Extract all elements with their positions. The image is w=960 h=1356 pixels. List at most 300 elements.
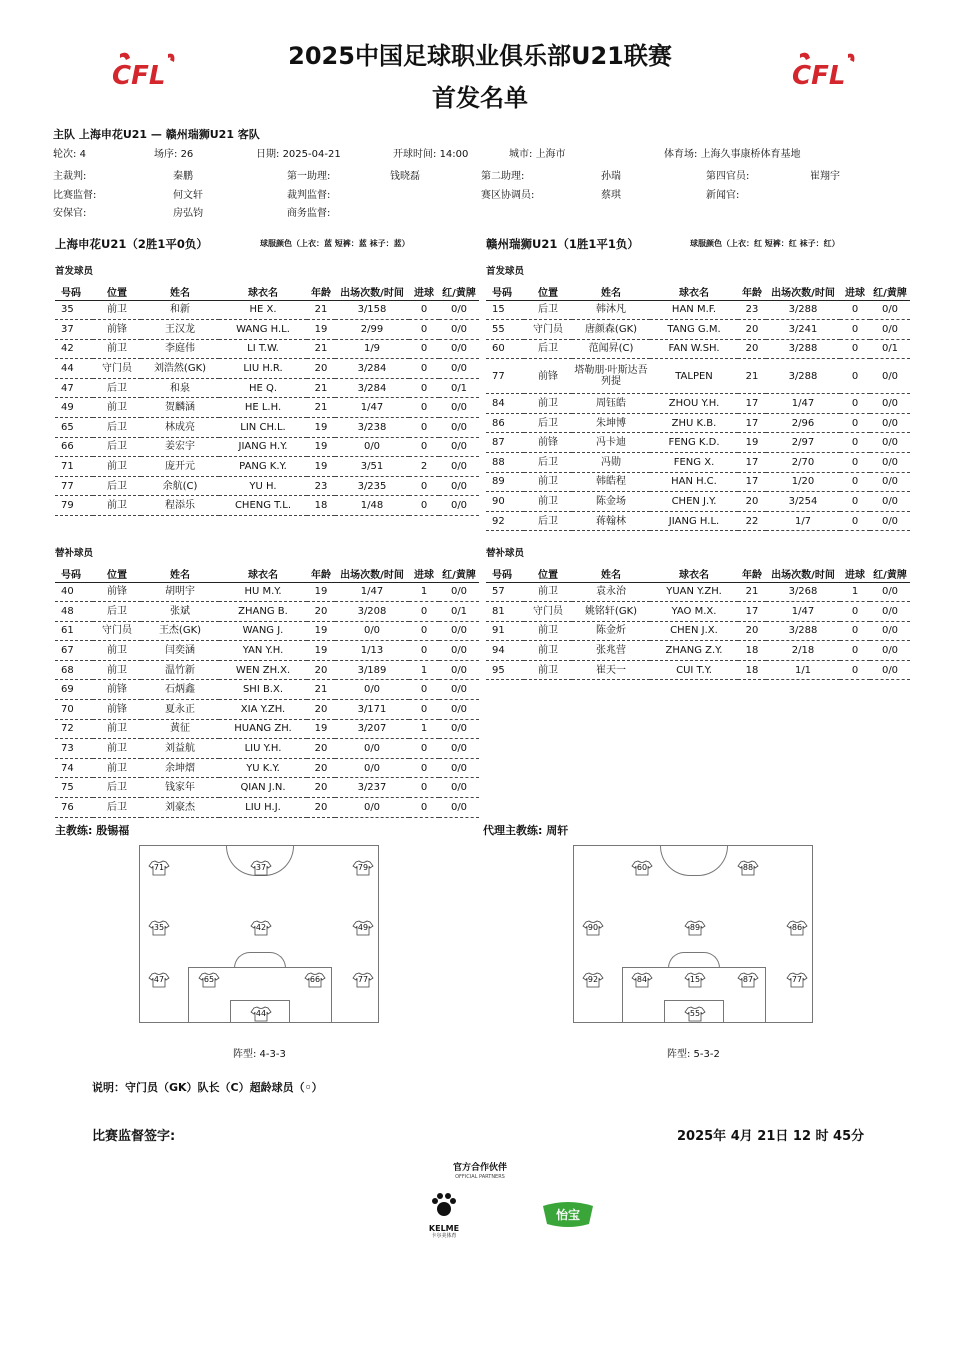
player-shirt-name: TALPEN [650,359,738,394]
player-name: 林成亮 [141,418,219,438]
player-cards: 0/1 [439,378,479,398]
player-cards: 0/0 [439,700,479,720]
player-appearances: 3/268 [766,582,840,602]
player-goals: 0 [409,320,439,340]
player-age: 20 [307,758,335,778]
player-shirt-icon [786,920,808,936]
player-cards: 0/0 [870,582,910,602]
shirt-number: 77 [791,975,803,984]
commercial-label: 商务监督: [287,208,331,219]
player-number: 67 [55,641,93,661]
player-goals: 0 [409,778,439,798]
shirt-number: 87 [742,975,754,984]
date-info: 日期: 2025-04-21 [256,149,341,160]
kelme-text: KELME [428,1224,460,1233]
player-number: 84 [486,394,524,414]
player-goals: 0 [840,641,870,661]
away-sub-row [486,602,910,622]
player-cards: 0/0 [439,758,479,778]
player-goals: 0 [409,418,439,438]
player-appearances: 0/0 [335,739,409,759]
player-shirt-name: FENG K.D. [650,433,738,453]
player-name: 朱坤博 [572,413,650,433]
logo-text: CFL [112,61,166,91]
home-sub-row [55,719,479,739]
column-header-appearances: 出场次数/时间 [766,284,840,300]
away-subs-label: 替补球员 [486,548,525,559]
player-name: 庞开元 [141,457,219,477]
player-name: 陈金炘 [572,621,650,641]
column-header-position: 位置 [93,284,141,300]
player-appearances: 1/47 [766,602,840,622]
player-number: 65 [55,418,93,438]
player-goals: 1 [409,719,439,739]
player-shirt-name: YAO M.X. [650,602,738,622]
player-appearances: 2/96 [766,413,840,433]
player-goals: 1 [409,660,439,680]
player-number: 94 [486,641,524,661]
player-age: 20 [738,621,766,641]
player-goals: 0 [409,359,439,379]
city-info: 城市: 上海市 [509,149,566,160]
column-header-name: 姓名 [572,566,650,582]
player-shirt-name: SHI B.X. [219,680,307,700]
player-shirt-name: YAN Y.H. [219,641,307,661]
player-position: 前卫 [524,472,572,492]
player-number: 86 [486,413,524,433]
player-appearances: 1/9 [335,339,409,359]
player-appearances: 3/241 [766,320,840,340]
player-cards: 0/0 [870,300,910,320]
player-age: 20 [738,320,766,340]
column-header-cards: 红/黄牌 [439,284,479,300]
player-position: 后卫 [93,778,141,798]
player-age: 21 [307,300,335,320]
player-shirt-name: HUANG ZH. [219,719,307,739]
home-starter-row [55,300,479,320]
player-name: 贺麟涵 [141,398,219,418]
home-starter-row [55,320,479,340]
player-number: 42 [55,339,93,359]
home-starter-row [55,398,479,418]
player-name: 姚铭轩(GK) [572,602,650,622]
home-sub-row [55,602,479,622]
press-label: 新闻官: [706,190,740,201]
player-position: 前锋 [524,433,572,453]
shirt-number: 89 [689,923,701,932]
player-position: 前卫 [93,641,141,661]
player-position: 守门员 [93,359,141,379]
player-position: 前卫 [524,492,572,512]
player-appearances: 3/171 [335,700,409,720]
column-header-shirt-name: 球衣名 [219,284,307,300]
player-appearances: 1/1 [766,660,840,680]
player-name: 闫奕涵 [141,641,219,661]
home-coach: 主教练: 殷锡福 [55,824,130,837]
player-name: 蒋翰林 [572,511,650,531]
player-goals: 0 [840,472,870,492]
player-appearances: 2/18 [766,641,840,661]
player-name: 和新 [141,300,219,320]
player-shirt-icon [786,972,808,988]
player-appearances: 3/207 [335,719,409,739]
player-name: 刘益航 [141,739,219,759]
player-cards: 0/0 [439,582,479,602]
away-starter-row [486,453,910,473]
player-shirt-name: WEN ZH.X. [219,660,307,680]
player-number: 73 [55,739,93,759]
player-goals: 0 [409,339,439,359]
column-header-shirt-name: 球衣名 [650,566,738,582]
column-header-position: 位置 [524,566,572,582]
home-starters-label: 首发球员 [55,266,94,277]
away-starter-row [486,413,910,433]
player-position: 前卫 [93,660,141,680]
column-header-goals: 进球 [840,566,870,582]
player-shirt-icon [250,920,272,936]
home-sub-row [55,641,479,661]
player-appearances: 0/0 [335,798,409,818]
player-number: 15 [486,300,524,320]
player-shirt-name: FAN W.SH. [650,339,738,359]
player-name: 范闻昇(C) [572,339,650,359]
player-position: 前卫 [93,300,141,320]
player-shirt-icon [352,860,374,876]
player-appearances: 2/70 [766,453,840,473]
away-sub-row [486,660,910,680]
coordinator-label: 赛区协调员: [481,190,535,201]
player-number: 66 [55,437,93,457]
player-position: 后卫 [93,602,141,622]
legend-note: 说明：守门员（GK）队长（C）超龄球员（◦） [92,1081,323,1094]
player-cards: 0/0 [439,660,479,680]
player-shirt-icon [304,972,326,988]
player-position: 后卫 [524,453,572,473]
column-header-age: 年龄 [738,566,766,582]
player-appearances: 1/7 [766,511,840,531]
column-header-name: 姓名 [141,566,219,582]
player-name: 唐颜森(GK) [572,320,650,340]
player-position: 前卫 [93,719,141,739]
player-shirt-name: ZHOU Y.H. [650,394,738,414]
player-name: 张斌 [141,602,219,622]
player-shirt-icon [148,972,170,988]
player-goals: 0 [409,398,439,418]
player-number: 81 [486,602,524,622]
player-cards: 0/0 [870,641,910,661]
player-shirt-name: PANG K.Y. [219,457,307,477]
player-age: 19 [307,641,335,661]
player-goals: 0 [409,680,439,700]
player-number: 91 [486,621,524,641]
player-shirt-icon [198,972,220,988]
player-number: 77 [55,476,93,496]
player-shirt-name: QIAN J.N. [219,778,307,798]
player-appearances: 3/284 [335,378,409,398]
player-cards: 0/0 [439,418,479,438]
player-appearances: 3/284 [335,359,409,379]
player-position: 前卫 [524,660,572,680]
cestbon-text: 怡宝 [555,1208,581,1222]
home-subs-table [55,566,479,818]
away-starter-row [486,433,910,453]
player-position: 前卫 [524,641,572,661]
player-cards: 0/0 [870,413,910,433]
security-label: 安保官: [53,208,87,219]
player-cards: 0/0 [870,511,910,531]
player-goals: 0 [840,359,870,394]
referee-value: 秦鹏 [173,171,193,182]
player-cards: 0/0 [439,621,479,641]
player-number: 47 [55,378,93,398]
player-name: 陈金场 [572,492,650,512]
player-shirt-name: HE X. [219,300,307,320]
away-starter-row [486,472,910,492]
player-name: 韩皓程 [572,472,650,492]
player-appearances: 0/0 [335,437,409,457]
player-age: 20 [307,660,335,680]
player-appearances: 3/189 [335,660,409,680]
player-shirt-name: YU H. [219,476,307,496]
column-header-cards: 红/黄牌 [870,284,910,300]
player-shirt-name: HU M.Y. [219,582,307,602]
player-goals: 0 [840,660,870,680]
player-shirt-name: WANG J. [219,621,307,641]
player-appearances: 1/47 [335,582,409,602]
player-appearances: 2/99 [335,320,409,340]
shirt-number: 42 [255,923,267,932]
shirt-number: 84 [636,975,648,984]
shirt-number: 88 [742,863,754,872]
player-number: 68 [55,660,93,680]
player-appearances: 3/158 [335,300,409,320]
player-shirt-name: LIN CH.L. [219,418,307,438]
player-shirt-icon [250,1006,272,1022]
player-goals: 0 [409,700,439,720]
player-name: 刘浩然(GK) [141,359,219,379]
player-appearances: 0/0 [335,621,409,641]
home-sub-row [55,778,479,798]
player-shirt-name: LIU H.J. [219,798,307,818]
player-goals: 0 [409,602,439,622]
player-cards: 0/0 [870,433,910,453]
player-age: 23 [307,476,335,496]
player-shirt-icon [631,860,653,876]
column-header-name: 姓名 [572,284,650,300]
away-starter-row [486,511,910,531]
player-goals: 0 [409,476,439,496]
away-starters-label: 首发球员 [486,266,525,277]
player-position: 前卫 [93,496,141,516]
player-goals: 0 [840,511,870,531]
player-position: 前卫 [93,739,141,759]
column-header-age: 年龄 [738,284,766,300]
player-age: 20 [307,739,335,759]
away-coach: 代理主教练: 周轩 [483,824,569,837]
ref-assessor-label: 裁判监督: [287,190,331,201]
player-shirt-name: CHEN J.Y. [650,492,738,512]
player-number: 87 [486,433,524,453]
column-header-cards: 红/黄牌 [870,566,910,582]
player-position: 前卫 [93,758,141,778]
player-shirt-icon [684,972,706,988]
player-name: 余航(C) [141,476,219,496]
player-cards: 0/0 [870,453,910,473]
shirt-number: 92 [587,975,599,984]
player-number: 77 [486,359,524,394]
player-age: 19 [307,437,335,457]
player-shirt-name: YUAN Y.ZH. [650,582,738,602]
player-number: 48 [55,602,93,622]
column-header-number: 号码 [486,566,524,582]
player-age: 19 [307,320,335,340]
ar1-label: 第一助理: [287,171,331,182]
column-header-number: 号码 [486,284,524,300]
game-info: 场序: 26 [154,149,194,160]
supervisor-label: 比赛监督: [53,190,97,201]
player-name: 张兆营 [572,641,650,661]
player-number: 60 [486,339,524,359]
player-goals: 0 [409,641,439,661]
player-cards: 0/0 [439,359,479,379]
player-appearances: 1/47 [335,398,409,418]
shirt-number: 66 [309,975,321,984]
home-sub-row [55,621,479,641]
player-number: 44 [55,359,93,379]
shirt-number: 60 [636,863,648,872]
column-header-appearances: 出场次数/时间 [335,284,409,300]
shirt-number: 15 [689,975,701,984]
player-age: 20 [738,339,766,359]
player-name: 余坤熠 [141,758,219,778]
supervisor-value: 何文轩 [173,190,203,201]
player-shirt-name: LI T.W. [219,339,307,359]
player-position: 后卫 [93,418,141,438]
referee-label: 主裁判: [53,171,87,182]
player-name: 程添乐 [141,496,219,516]
player-goals: 0 [840,300,870,320]
player-number: 69 [55,680,93,700]
page-subtitle: 首发名单 [432,84,528,112]
player-position: 前卫 [524,394,572,414]
player-age: 18 [738,641,766,661]
player-age: 17 [738,413,766,433]
player-appearances: 3/288 [766,621,840,641]
player-appearances: 3/238 [335,418,409,438]
player-cards: 0/0 [439,320,479,340]
player-age: 20 [307,778,335,798]
home-starter-row [55,437,479,457]
away-sub-row [486,621,910,641]
player-shirt-name: ZHANG Z.Y. [650,641,738,661]
player-goals: 1 [409,582,439,602]
player-cards: 0/0 [439,457,479,477]
home-subs-label: 替补球员 [55,548,94,559]
player-position: 守门员 [524,602,572,622]
away-starter-row [486,320,910,340]
ar2-label: 第二助理: [481,171,525,182]
player-number: 55 [486,320,524,340]
player-position: 前锋 [93,700,141,720]
home-starter-row [55,339,479,359]
player-age: 21 [738,582,766,602]
player-name: 刘豪杰 [141,798,219,818]
player-position: 后卫 [524,413,572,433]
player-name: 李庭伟 [141,339,219,359]
shirt-number: 90 [587,923,599,932]
player-cards: 0/0 [870,621,910,641]
player-goals: 0 [840,320,870,340]
player-appearances: 1/13 [335,641,409,661]
player-age: 20 [307,602,335,622]
ar2-value: 孙瑞 [601,171,621,182]
player-goals: 0 [409,300,439,320]
player-goals: 0 [840,453,870,473]
supervisor-signature-label: 比赛监督签字: [92,1129,176,1144]
player-number: 49 [55,398,93,418]
home-sub-row [55,660,479,680]
player-number: 57 [486,582,524,602]
player-shirt-icon [352,920,374,936]
player-shirt-icon [737,860,759,876]
column-header-name: 姓名 [141,284,219,300]
player-number: 70 [55,700,93,720]
player-age: 21 [738,359,766,394]
player-age: 19 [307,457,335,477]
player-shirt-name: HAN H.C. [650,472,738,492]
player-age: 19 [738,433,766,453]
player-appearances: 3/235 [335,476,409,496]
player-age: 21 [307,398,335,418]
match-line: 主队 上海申花U21 — 赣州瑞狮U21 客队 [53,128,260,141]
player-shirt-name: HE L.H. [219,398,307,418]
column-header-goals: 进球 [840,284,870,300]
player-goals: 2 [409,457,439,477]
player-age: 21 [307,339,335,359]
away-starter-row [486,339,910,359]
home-team-name: 上海申花U21（2胜1平0负） [55,237,208,251]
player-shirt-name: TANG G.M. [650,320,738,340]
home-sub-row [55,758,479,778]
player-goals: 0 [409,378,439,398]
player-shirt-name: JIANG H.Y. [219,437,307,457]
shirt-number: 77 [357,975,369,984]
player-cards: 0/0 [439,496,479,516]
player-appearances: 1/20 [766,472,840,492]
player-appearances: 2/97 [766,433,840,453]
column-header-age: 年龄 [307,284,335,300]
player-goals: 0 [840,339,870,359]
player-cards: 0/0 [439,641,479,661]
player-number: 74 [55,758,93,778]
player-appearances: 3/288 [766,359,840,394]
player-number: 35 [55,300,93,320]
player-shirt-icon [684,920,706,936]
away-starter-row [486,394,910,414]
shirt-number: 47 [153,975,165,984]
player-name: 周钰皓 [572,394,650,414]
player-shirt-name: LIU Y.H. [219,739,307,759]
player-position: 前锋 [524,359,572,394]
player-cards: 0/0 [439,398,479,418]
player-cards: 0/0 [870,320,910,340]
cestbon-logo [539,1200,597,1228]
player-age: 18 [738,660,766,680]
away-sub-row [486,641,910,661]
player-cards: 0/1 [870,339,910,359]
player-appearances: 3/288 [766,339,840,359]
player-appearances: 0/0 [335,680,409,700]
